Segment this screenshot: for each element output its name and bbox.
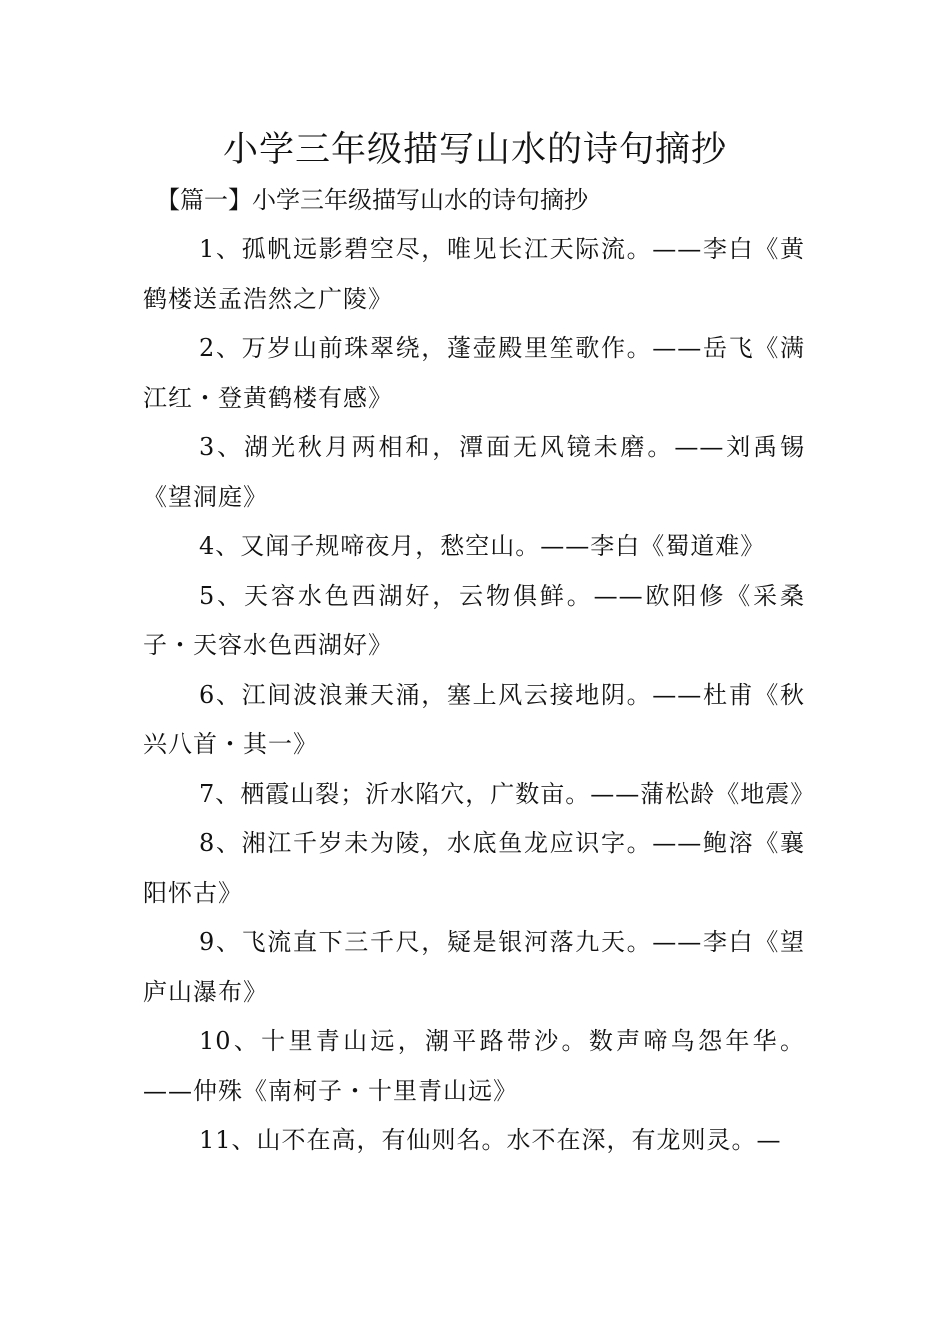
poem-entry-8: 8、湘江千岁未为陵，水底鱼龙应识字。——鲍溶《襄阳怀古》 <box>143 829 805 907</box>
poem-entry-7: 7、栖霞山裂；沂水陷穴，广数亩。——蒲松龄《地震》 <box>199 779 816 808</box>
poem-entry-3: 3、湖光秋月两相和，潭面无风镜未磨。——刘禹锡《望洞庭》 <box>143 433 805 511</box>
poem-entry-2: 2、万岁山前珠翠绕，蓬壶殿里笙歌作。——岳飞《满江红・登黄鹤楼有感》 <box>143 334 805 412</box>
poem-entry-5: 5、天容水色西湖好，云物俱鲜。——欧阳修《采桑子・天容水色西湖好》 <box>143 581 805 659</box>
poem-entry-4: 4、又闻子规啼夜月，愁空山。——李白《蜀道难》 <box>199 532 766 560</box>
section-heading: 【篇一】小学三年级描写山水的诗句摘抄 <box>156 186 588 214</box>
poem-entry-9: 9、飞流直下三千尺，疑是银河落九天。——李白《望庐山瀑布》 <box>143 928 805 1006</box>
poem-entry-1: 1、孤帆远影碧空尽，唯见长江天际流。——李白《黄鹤楼送孟浩然之广陵》 <box>143 235 805 313</box>
poem-list <box>143 225 816 1166</box>
poem-entry-6: 6、江间波浪兼天涌，塞上风云接地阴。——杜甫《秋兴八首・其一》 <box>143 680 805 758</box>
poem-entry-11: 11、山不在高，有仙则名。水不在深，有龙则灵。— <box>199 1126 782 1154</box>
page-title: 小学三年级描写山水的诗句摘抄 <box>222 130 727 170</box>
poem-entry-10: 10、十里青山远，潮平路带沙。数声啼鸟怨年华。——仲殊《南柯子・十里青山远》 <box>143 1027 805 1105</box>
